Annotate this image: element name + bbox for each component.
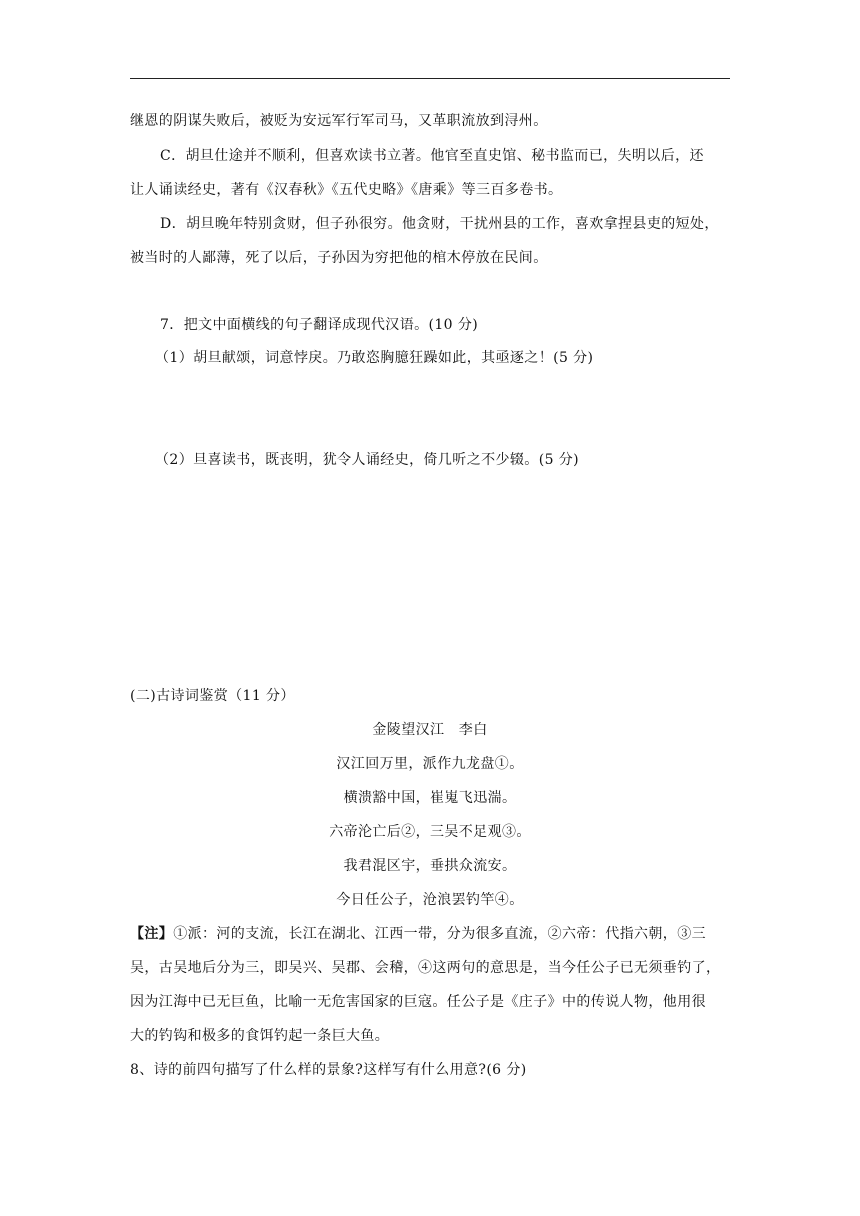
note-text: ①派：河的支流，长江在湖北、江西一带，分为很多直流，②六帝：代指六朝，③三 [173,926,707,942]
note-line-2: 吴，古吴地后分为三，即吴兴、吴郡、会稽，④这两句的意思是，当今任公子已无须垂钓了， [130,960,721,976]
note-line-3: 因为江海中已无巨鱼，比喻一无危害国家的巨寇。任公子是《庄子》中的传说人物，他用很 [130,994,706,1010]
poem-line: 汉江回万里，派作九龙盘①。 [336,756,524,772]
header-rule [130,78,730,79]
option-d-line-1: D．胡旦晚年特别贪财，但子孙很穷。他贪财，干扰州县的工作，喜欢拿捏县吏的短处， [160,216,719,232]
poem-title: 金陵望汉江 李白 [372,722,488,738]
section-2-heading: (二)古诗词鉴赏（11 分） [130,688,295,704]
line-c-prev: 继恩的阴谋失败后，被贬为安远军行军司马，又革职流放到浔州。 [130,113,548,129]
option-d-line-2: 被当时的人鄙薄，死了以后，子孙因为穷把他的棺木停放在民间。 [130,250,548,266]
note-label: 【注】 [130,926,174,942]
question-7-part-2: （2）旦喜读书，既丧明，犹令人诵经史，倚几听之不少辍。(5 分) [155,452,579,468]
note-line-1 [130,917,730,951]
question-7: 7．把文中面横线的句子翻译成现代汉语。(10 分) [160,317,479,333]
note-line-4: 大的钓钩和极多的食饵钓起一条巨大鱼。 [130,1028,390,1044]
poem-line: 六帝沦亡后②，三吴不足观③。 [329,824,531,840]
poem-line: 我君混区宇，垂拱众流安。 [343,858,517,874]
question-8: 8、诗的前四句描写了什么样的景象?这样写有什么用意?(6 分) [130,1062,527,1078]
option-c-line-1: C．胡旦仕途并不顺利，但喜欢读书立著。他官至直史馆、秘书监而已，失明以后，还 [160,148,704,164]
question-7-part-1: （1）胡旦献颂，词意悖戾。乃敢恣胸臆狂躁如此，其亟逐之！(5 分) [155,350,594,366]
poem-line: 今日任公子，沧浪罢钓竿④。 [336,892,524,908]
poem-line: 横溃豁中国，崔嵬飞迅湍。 [343,790,517,806]
option-c-line-2: 让人诵读经史，著有《汉春秋》《五代史略》《唐乘》等三百多卷书。 [130,182,563,198]
